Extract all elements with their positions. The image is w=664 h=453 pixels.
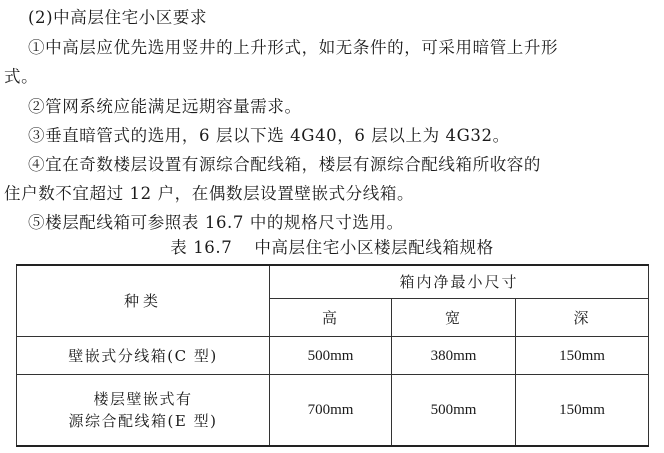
section-heading: (2)中高层住宅小区要求 xyxy=(28,8,208,27)
item-4-line-1: ④宜在奇数楼层设置有源综合配线箱，楼层有源综合配线箱所收容的 xyxy=(28,155,541,174)
header-height-cell: 高 xyxy=(270,299,392,337)
table-caption xyxy=(0,236,664,260)
row-1-width-cell: 380mm xyxy=(392,337,516,375)
row-2-height-cell: 700mm xyxy=(270,375,392,447)
row-1-kind-cell xyxy=(17,337,270,375)
item-4-line-2: 住户数不宜超过 12 户，在偶数层设置壁嵌式分线箱。 xyxy=(4,184,415,203)
item-3-line-1: ③垂直暗管式的选用，6 层以下选 4G40，6 层以上为 4G32。 xyxy=(28,126,510,145)
item-5-line-1: ⑤楼层配线箱可参照表 16.7 中的规格尺寸选用。 xyxy=(28,213,404,232)
row-2-width-cell: 500mm xyxy=(392,375,516,447)
spec-table xyxy=(16,264,649,447)
row-2-kind-line-2: 源综合配线箱(E 型) xyxy=(68,412,218,430)
table-row xyxy=(17,375,649,447)
row-1-kind-text: 壁嵌式分线箱(C 型) xyxy=(68,346,218,365)
item-2-line-1: ②管网系统应能满足远期容量需求。 xyxy=(28,97,302,116)
item-1-line-2: 式。 xyxy=(4,67,39,86)
row-1-depth-cell: 150mm xyxy=(516,337,649,375)
item-1-line-1: ①中高层应优先选用竖井的上升形式，如无条件的，可采用暗管上升形 xyxy=(28,38,559,57)
row-2-kind-line-1: 楼层壁嵌式有 xyxy=(93,390,193,408)
row-1-height-cell: 500mm xyxy=(270,337,392,375)
row-2-depth-cell: 150mm xyxy=(516,375,649,447)
header-width-cell: 宽 xyxy=(392,299,516,337)
header-depth-cell: 深 xyxy=(516,299,649,337)
table-row xyxy=(17,337,649,375)
header-group-cell: 箱内净最小尺寸 xyxy=(270,265,649,299)
row-2-kind-cell xyxy=(17,375,270,447)
header-kind-cell: 种类 xyxy=(17,265,270,337)
table-caption-number: 表 16.7 xyxy=(170,238,233,257)
table-header-row xyxy=(17,265,649,299)
table-caption-title: 中高层住宅小区楼层配线箱规格 xyxy=(254,238,494,257)
